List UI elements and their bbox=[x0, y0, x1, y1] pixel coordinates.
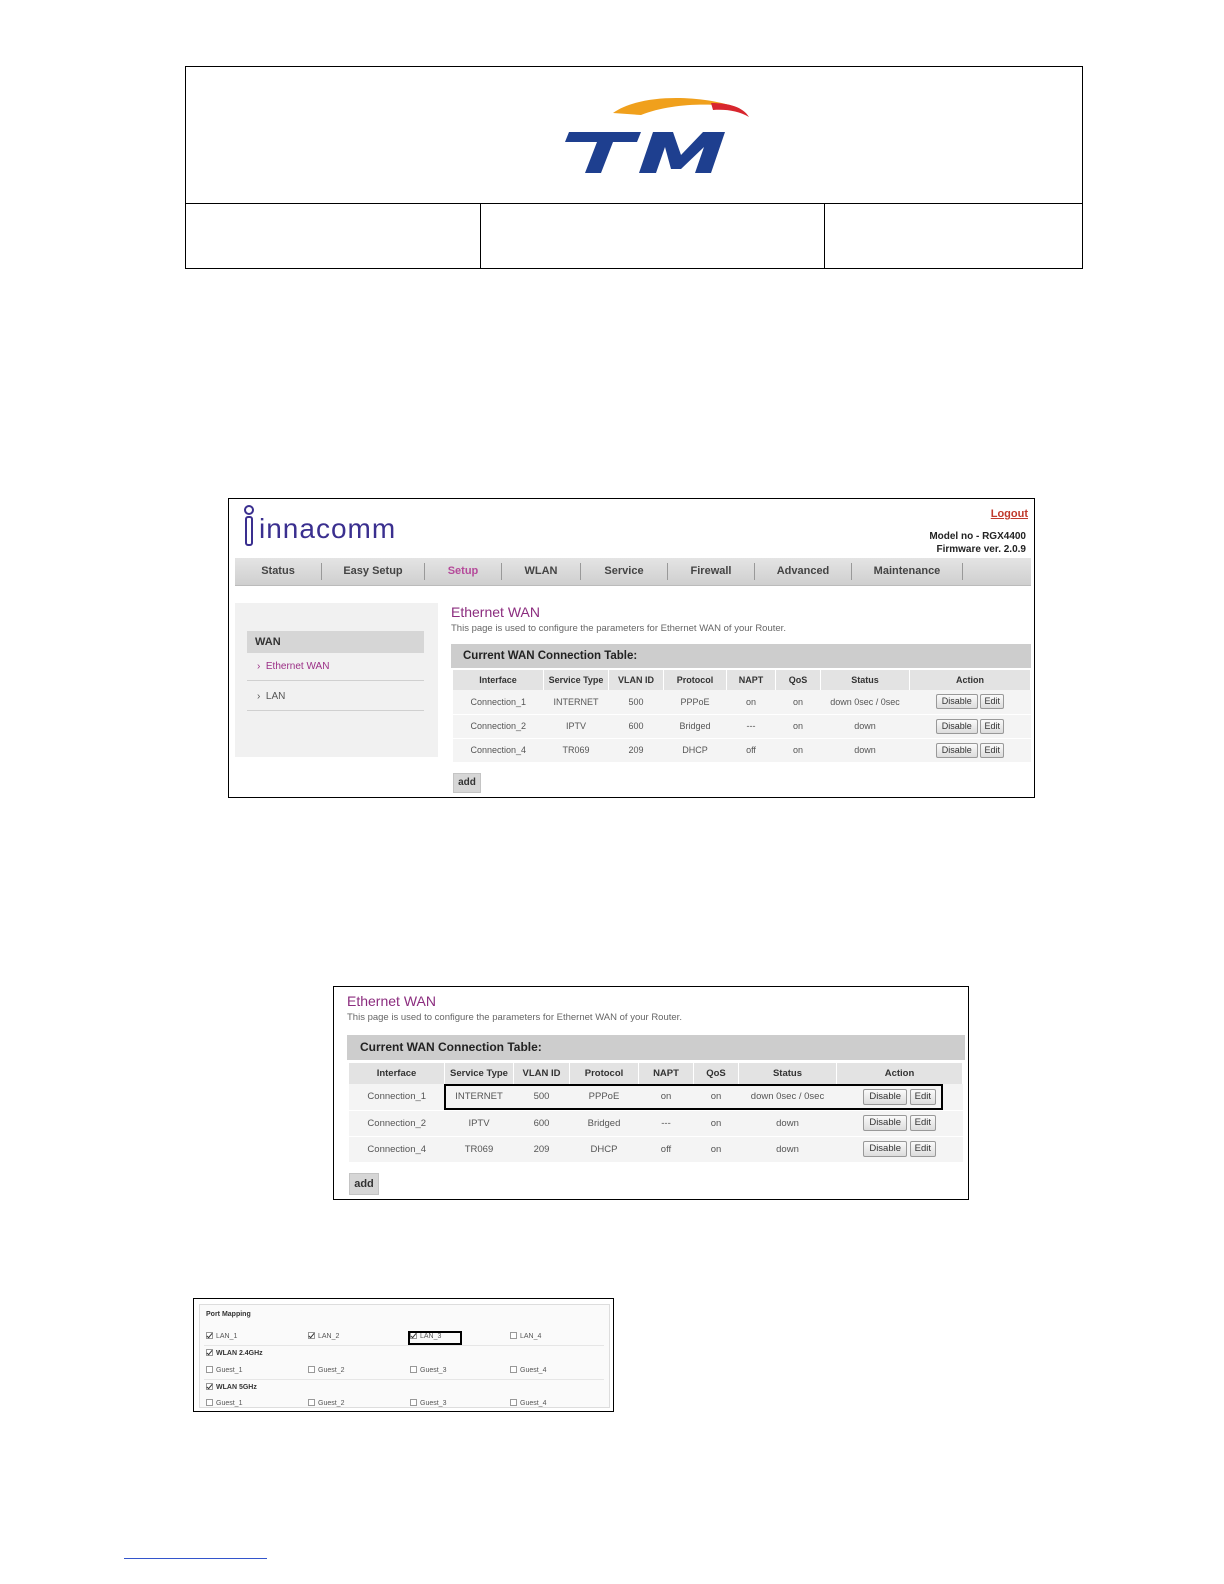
col-status: Status bbox=[821, 670, 910, 690]
checkbox-checked-icon bbox=[308, 1332, 315, 1339]
cell-qos: on bbox=[694, 1110, 739, 1136]
cell-action bbox=[837, 1110, 963, 1136]
checkbox-checked-icon bbox=[206, 1383, 213, 1390]
col-napt: NAPT bbox=[727, 670, 776, 690]
checkbox-label: Guest_4 bbox=[520, 1367, 547, 1374]
col-service-type: Service Type bbox=[544, 670, 609, 690]
cell-interface: Connection_2 bbox=[453, 714, 544, 738]
col-protocol: Protocol bbox=[664, 670, 727, 690]
cell-interface: Connection_2 bbox=[349, 1110, 445, 1136]
disable-button[interactable]: Disable bbox=[863, 1141, 907, 1157]
lan-1-checkbox[interactable] bbox=[206, 1332, 237, 1342]
cell-action bbox=[910, 690, 1031, 714]
row-highlight-box bbox=[444, 1084, 943, 1110]
checkbox-icon bbox=[510, 1399, 517, 1406]
port-mapping-screenshot bbox=[193, 1298, 614, 1412]
lan-3-highlight-box bbox=[408, 1331, 462, 1345]
checkbox-icon bbox=[206, 1399, 213, 1406]
cell-protocol: DHCP bbox=[664, 738, 727, 762]
lan-4-checkbox[interactable] bbox=[510, 1332, 541, 1342]
model-number: Model no - RGX4400 bbox=[929, 531, 1026, 542]
cell-vlan: 209 bbox=[514, 1136, 570, 1162]
col-vlan-id: VLAN ID bbox=[514, 1063, 570, 1084]
col-interface: Interface bbox=[349, 1063, 445, 1084]
checkbox-label: LAN_4 bbox=[520, 1333, 542, 1340]
cell-service: IPTV bbox=[445, 1110, 514, 1136]
guest-24-4-checkbox[interactable] bbox=[510, 1366, 546, 1376]
chevron-right-icon: › bbox=[257, 691, 266, 702]
sidebar-item-label: LAN bbox=[265, 691, 286, 702]
table-row bbox=[453, 738, 1031, 762]
guest-5-3-checkbox[interactable] bbox=[410, 1399, 446, 1409]
disable-button[interactable]: Disable bbox=[936, 719, 978, 734]
table-header-row bbox=[349, 1063, 963, 1084]
sidebar-item-ethernet-wan[interactable] bbox=[247, 653, 424, 681]
checkbox-label: LAN_3 bbox=[420, 1333, 442, 1340]
port-mapping-title: Port Mapping bbox=[206, 1311, 251, 1318]
guest-24-1-checkbox[interactable] bbox=[206, 1366, 242, 1376]
add-button[interactable]: add bbox=[349, 1173, 379, 1195]
cell-napt: on bbox=[639, 1084, 694, 1110]
col-qos: QoS bbox=[776, 670, 821, 690]
header-cell-2 bbox=[481, 203, 825, 269]
checkbox-icon bbox=[410, 1399, 417, 1406]
edit-button[interactable]: Edit bbox=[980, 743, 1004, 758]
cell-protocol: PPPoE bbox=[664, 690, 727, 714]
cell-napt: off bbox=[639, 1136, 694, 1162]
cell-vlan: 500 bbox=[609, 690, 664, 714]
checkbox-label: Guest_1 bbox=[216, 1400, 243, 1407]
header-cell-3 bbox=[825, 203, 1083, 269]
cell-interface: Connection_1 bbox=[349, 1084, 445, 1110]
lan-2-checkbox[interactable] bbox=[308, 1332, 339, 1342]
cell-napt: off bbox=[727, 738, 776, 762]
cell-service: INTERNET bbox=[544, 690, 609, 714]
nav-status[interactable]: Status bbox=[261, 565, 295, 577]
checkbox-label: Guest_4 bbox=[520, 1400, 547, 1407]
cell-qos: on bbox=[776, 714, 821, 738]
checkbox-label: LAN_2 bbox=[318, 1333, 340, 1340]
cell-status: down 0sec / 0sec bbox=[739, 1084, 837, 1110]
wan-connection-table bbox=[453, 670, 1031, 763]
cell-napt: on bbox=[727, 690, 776, 714]
page-title: Ethernet WAN bbox=[347, 993, 436, 1009]
cell-qos: on bbox=[694, 1084, 739, 1110]
table-row bbox=[453, 714, 1031, 738]
model-info bbox=[929, 530, 1026, 556]
cell-protocol: Bridged bbox=[570, 1110, 639, 1136]
col-action: Action bbox=[837, 1063, 963, 1084]
chevron-right-icon: › bbox=[257, 661, 266, 672]
cell-status: down bbox=[821, 738, 910, 762]
table-row bbox=[349, 1110, 963, 1136]
cell-napt: --- bbox=[727, 714, 776, 738]
edit-button[interactable]: Edit bbox=[910, 1089, 936, 1105]
wlan-24ghz-checkbox[interactable] bbox=[206, 1349, 263, 1359]
document-header-table bbox=[185, 66, 1083, 269]
cell-qos: on bbox=[776, 690, 821, 714]
col-protocol: Protocol bbox=[570, 1063, 639, 1084]
cell-protocol: DHCP bbox=[570, 1136, 639, 1162]
table-row bbox=[453, 690, 1031, 714]
wan-connection-table bbox=[349, 1063, 963, 1163]
checkbox-icon bbox=[308, 1366, 315, 1373]
col-service-type: Service Type bbox=[445, 1063, 514, 1084]
cell-service: TR069 bbox=[445, 1136, 514, 1162]
disable-button[interactable]: Disable bbox=[936, 694, 978, 709]
checkbox-label: Guest_3 bbox=[420, 1367, 447, 1374]
guest-24-3-checkbox[interactable] bbox=[410, 1366, 446, 1376]
cell-service: IPTV bbox=[544, 714, 609, 738]
checkbox-label: Guest_2 bbox=[318, 1367, 345, 1374]
page-description: This page is used to configure the parameters for Ethernet WAN of your Router. bbox=[451, 623, 786, 634]
nav-firewall[interactable]: Firewall bbox=[690, 565, 732, 577]
checkbox-icon bbox=[510, 1332, 517, 1339]
main-nav bbox=[235, 558, 1031, 586]
cell-interface: Connection_4 bbox=[349, 1136, 445, 1162]
edit-button[interactable]: Edit bbox=[910, 1141, 936, 1157]
sidebar bbox=[235, 603, 438, 757]
checkbox-icon bbox=[510, 1366, 517, 1373]
cell-napt: --- bbox=[639, 1110, 694, 1136]
cell-action bbox=[910, 714, 1031, 738]
logo-row bbox=[186, 67, 1082, 204]
col-vlan-id: VLAN ID bbox=[609, 670, 664, 690]
wan-table-title: Current WAN Connection Table: bbox=[451, 644, 1031, 668]
page-title: Ethernet WAN bbox=[451, 604, 540, 620]
header-cell-1 bbox=[186, 203, 481, 269]
cell-status: down 0sec / 0sec bbox=[821, 690, 910, 714]
cell-qos: on bbox=[694, 1136, 739, 1162]
wan-table-title: Current WAN Connection Table: bbox=[347, 1035, 965, 1060]
cell-interface: Connection_1 bbox=[453, 690, 544, 714]
nav-wlan[interactable]: WLAN bbox=[524, 565, 558, 577]
wlan-5ghz-checkbox[interactable] bbox=[206, 1383, 257, 1393]
checkbox-label: Guest_1 bbox=[216, 1367, 243, 1374]
guest-5-1-checkbox[interactable] bbox=[206, 1399, 242, 1409]
cell-vlan: 600 bbox=[514, 1110, 570, 1136]
sidebar-heading-wan: WAN bbox=[247, 631, 424, 653]
nav-maintenance[interactable]: Maintenance bbox=[873, 565, 941, 577]
wan-table-screenshot bbox=[333, 986, 969, 1200]
page-description: This page is used to configure the parameters for Ethernet WAN of your Router. bbox=[347, 1012, 682, 1023]
checkbox-icon bbox=[308, 1399, 315, 1406]
edit-button[interactable]: Edit bbox=[910, 1115, 936, 1131]
col-qos: QoS bbox=[694, 1063, 739, 1084]
checkbox-icon bbox=[410, 1366, 417, 1373]
guest-24-2-checkbox[interactable] bbox=[308, 1366, 344, 1376]
checkbox-label: Guest_3 bbox=[420, 1400, 447, 1407]
checkbox-checked-icon bbox=[206, 1349, 213, 1356]
logout-link[interactable]: Logout bbox=[990, 508, 1028, 520]
checkbox-icon bbox=[206, 1366, 213, 1373]
sidebar-item-label: Ethernet WAN bbox=[265, 661, 330, 672]
checkbox-label: WLAN 5GHz bbox=[216, 1384, 257, 1391]
cell-status: down bbox=[739, 1110, 837, 1136]
cell-status: down bbox=[821, 714, 910, 738]
guest-5-4-checkbox[interactable] bbox=[510, 1399, 546, 1409]
cell-service: TR069 bbox=[544, 738, 609, 762]
col-action: Action bbox=[910, 670, 1031, 690]
table-row bbox=[349, 1136, 963, 1162]
edit-button[interactable]: Edit bbox=[980, 694, 1004, 709]
nav-easy-setup[interactable]: Easy Setup bbox=[343, 565, 403, 577]
router-page-screenshot bbox=[228, 498, 1035, 798]
brand-text: innacomm bbox=[259, 513, 397, 544]
col-interface: Interface bbox=[453, 670, 544, 690]
port-mapping-panel bbox=[199, 1304, 610, 1408]
checkbox-label: WLAN 2.4GHz bbox=[216, 1350, 263, 1357]
cell-action bbox=[910, 738, 1031, 762]
checkbox-label: Guest_2 bbox=[318, 1400, 345, 1407]
col-status: Status bbox=[739, 1063, 837, 1084]
cell-service: INTERNET bbox=[445, 1084, 514, 1110]
tm-logo bbox=[561, 97, 751, 177]
disable-button[interactable]: Disable bbox=[936, 743, 978, 758]
cell-action bbox=[837, 1136, 963, 1162]
firmware-version: Firmware ver. 2.0.9 bbox=[936, 544, 1026, 555]
cell-qos: on bbox=[776, 738, 821, 762]
checkbox-checked-icon bbox=[206, 1332, 213, 1339]
cell-interface: Connection_4 bbox=[453, 738, 544, 762]
cell-protocol: PPPoE bbox=[570, 1084, 639, 1110]
sidebar-item-lan[interactable] bbox=[247, 683, 424, 711]
disable-button[interactable]: Disable bbox=[863, 1089, 907, 1105]
nav-service[interactable]: Service bbox=[604, 565, 644, 577]
col-napt: NAPT bbox=[639, 1063, 694, 1084]
table-header-row bbox=[453, 670, 1031, 690]
cell-protocol: Bridged bbox=[664, 714, 727, 738]
add-button[interactable]: add bbox=[453, 773, 481, 793]
nav-setup[interactable]: Setup bbox=[447, 565, 479, 577]
nav-advanced[interactable]: Advanced bbox=[776, 565, 830, 577]
checkbox-label: LAN_1 bbox=[216, 1333, 238, 1340]
cell-vlan: 500 bbox=[514, 1084, 570, 1110]
cell-vlan: 209 bbox=[609, 738, 664, 762]
cell-status: down bbox=[739, 1136, 837, 1162]
guest-5-2-checkbox[interactable] bbox=[308, 1399, 344, 1409]
edit-button[interactable]: Edit bbox=[980, 719, 1004, 734]
footer-link-underline bbox=[124, 1558, 267, 1559]
cell-vlan: 600 bbox=[609, 714, 664, 738]
disable-button[interactable]: Disable bbox=[863, 1115, 907, 1131]
